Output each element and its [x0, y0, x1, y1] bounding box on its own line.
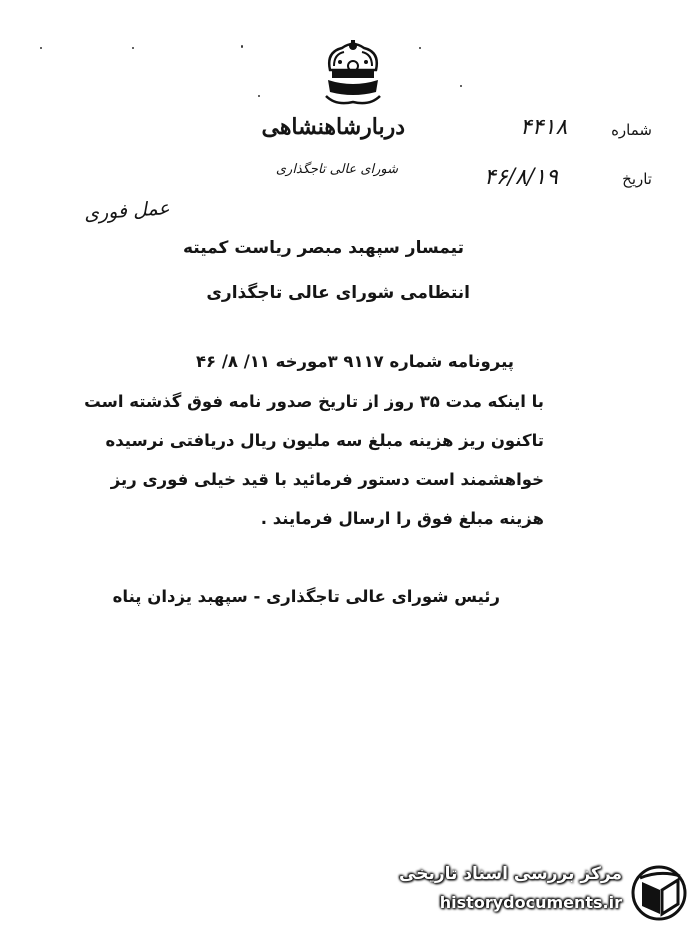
scan-speck — [132, 47, 134, 49]
body-line: خواهشمند است دستور فرمائید با قید خیلی فوری ریز — [110, 470, 544, 489]
crown-emblem-icon — [322, 40, 384, 106]
council-name: شورای عالی تاجگذاری — [275, 162, 398, 177]
scan-speck — [419, 47, 421, 49]
archive-logo-icon — [630, 864, 688, 922]
signature-line: رئیس شورای عالی تاجگذاری - سپهبد یزدان پناه — [112, 587, 500, 606]
date-label: تاریخ — [622, 170, 652, 188]
scan-speck — [40, 47, 42, 49]
court-name: دربارشاهنشاهی — [261, 114, 405, 140]
number-label: شماره — [611, 121, 652, 139]
addressee-line: انتظامی شورای عالی تاجگذاری — [206, 283, 470, 303]
date-value: ۴۶/۸/۱۹ — [484, 165, 558, 190]
scan-speck — [460, 85, 462, 87]
number-value: ۴۴۱۸ — [520, 115, 568, 140]
watermark-url: historydocuments.ir — [439, 893, 622, 912]
watermark-name: مرکز بررسی اسناد تاریخی — [399, 864, 622, 884]
scan-speck — [258, 95, 260, 97]
handwritten-note: عمل فوری — [83, 197, 171, 225]
body-line: با اینکه مدت ۳۵ روز از تاریخ صدور نامه فوق گذشته است — [84, 392, 544, 411]
body-line: هزینه مبلغ فوق را ارسال فرمایند . — [260, 509, 544, 528]
scan-speck — [241, 45, 243, 48]
body-line: پیرونامه شماره ۹۱۱۷ ۳مورخه ۱۱/ ۸/ ۴۶ — [195, 352, 514, 371]
body-line: تاکنون ریز هزینه مبلغ سه ملیون ریال دریافتی نرسیده — [105, 431, 544, 450]
addressee-line: تیمسار سپهبد مبصر ریاست کمیته — [182, 238, 464, 258]
